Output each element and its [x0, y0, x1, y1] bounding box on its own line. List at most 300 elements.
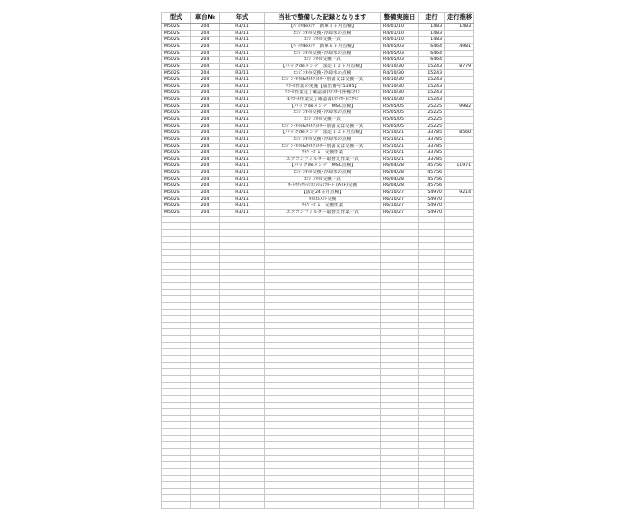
empty-cell [162, 455, 191, 462]
empty-cell [381, 495, 419, 502]
empty-cell [191, 243, 220, 250]
model-cell: M502S [162, 50, 191, 57]
empty-cell [265, 282, 381, 289]
empty-cell [220, 395, 265, 402]
empty-cell [265, 482, 381, 489]
chassis-cell: 204 [191, 123, 220, 130]
empty-row [162, 256, 474, 263]
empty-cell [419, 382, 445, 389]
date-cell: R5/10/21 [381, 156, 419, 163]
empty-cell [162, 296, 191, 303]
empty-cell [419, 322, 445, 329]
empty-cell [191, 309, 220, 316]
work-cell: 【ﾊﾟｯｸdeﾒﾝﾃ 新車６ヶ月点検】 [265, 43, 381, 50]
empty-row [162, 375, 474, 382]
empty-cell [220, 449, 265, 456]
date-cell: R4/05/03 [381, 43, 419, 50]
empty-cell [265, 389, 381, 396]
empty-cell [191, 256, 220, 263]
empty-cell [445, 236, 474, 243]
empty-cell [419, 316, 445, 323]
work-cell: ﾜｲﾊﾟｰｺﾞﾑ 交換作業 [265, 203, 381, 210]
empty-cell [381, 309, 419, 316]
model-cell: M502S [162, 209, 191, 216]
date-cell: R5/10/21 [381, 130, 419, 137]
date-cell: R4/01/10 [381, 37, 419, 44]
empty-cell [162, 329, 191, 336]
year-cell: R3/11 [220, 57, 265, 64]
chassis-cell: 204 [191, 43, 220, 50]
empty-cell [191, 236, 220, 243]
table-row [162, 110, 474, 117]
empty-cell [445, 249, 474, 256]
empty-cell [381, 415, 419, 422]
empty-cell [220, 316, 265, 323]
empty-cell [381, 249, 419, 256]
header-chassis-number: 車台№ [191, 13, 220, 24]
empty-cell [445, 375, 474, 382]
empty-row [162, 329, 474, 336]
work-cell: 【パックdeメンテ 法定１２ヶ月点検】 [265, 130, 381, 137]
empty-cell [220, 362, 265, 369]
empty-cell [419, 462, 445, 469]
table-row [162, 50, 474, 57]
empty-cell [445, 342, 474, 349]
empty-cell [445, 502, 474, 509]
empty-cell [191, 375, 220, 382]
empty-cell [419, 223, 445, 230]
empty-row [162, 415, 474, 422]
empty-cell [445, 429, 474, 436]
empty-row [162, 442, 474, 449]
empty-cell [191, 402, 220, 409]
model-cell: M502S [162, 70, 191, 77]
date-cell: R5/05/05 [381, 116, 419, 123]
table-row [162, 116, 474, 123]
mileage-change-cell [445, 183, 474, 190]
empty-cell [191, 282, 220, 289]
empty-cell [162, 502, 191, 509]
empty-cell [445, 216, 474, 223]
empty-cell [162, 269, 191, 276]
empty-cell [445, 316, 474, 323]
empty-cell [419, 263, 445, 270]
empty-cell [220, 488, 265, 495]
empty-cell [381, 356, 419, 363]
empty-cell [381, 336, 419, 343]
empty-cell [191, 302, 220, 309]
year-cell: R3/11 [220, 97, 265, 104]
model-cell: M502S [162, 103, 191, 110]
empty-cell [220, 256, 265, 263]
empty-cell [381, 329, 419, 336]
empty-row [162, 462, 474, 469]
empty-cell [220, 502, 265, 509]
empty-cell [265, 229, 381, 236]
date-cell: R4/10/30 [381, 83, 419, 90]
empty-cell [191, 495, 220, 502]
work-cell: ｴﾝｼﾞﾝｵｲﾙ交換一式 [265, 37, 381, 44]
empty-cell [220, 329, 265, 336]
empty-cell [162, 276, 191, 283]
table-row [162, 57, 474, 64]
empty-cell [191, 223, 220, 230]
empty-cell [220, 236, 265, 243]
empty-cell [445, 395, 474, 402]
table-row [162, 190, 474, 197]
empty-cell [191, 216, 220, 223]
date-cell: R4/05/03 [381, 50, 419, 57]
chassis-cell: 204 [191, 97, 220, 104]
empty-cell [220, 402, 265, 409]
empty-cell [381, 395, 419, 402]
maintenance-record-sheet [161, 12, 474, 509]
empty-cell [419, 243, 445, 250]
work-cell: ﾘｺｰﾙ作業完了確認書(ｽﾃｯｶｰ)各種ﾆﾁｲﾝ [265, 90, 381, 97]
header-mileage-change: 走行推移 [445, 13, 474, 24]
empty-cell [381, 276, 419, 283]
model-cell: M502S [162, 77, 191, 84]
empty-cell [162, 382, 191, 389]
empty-cell [191, 455, 220, 462]
mileage-cell: 25225 [419, 116, 445, 123]
empty-cell [419, 236, 445, 243]
mileage-change-cell: 8560 [445, 130, 474, 137]
chassis-cell: 204 [191, 83, 220, 90]
empty-cell [162, 369, 191, 376]
empty-cell [381, 475, 419, 482]
empty-cell [419, 289, 445, 296]
mileage-cell: 25225 [419, 123, 445, 130]
empty-cell [445, 369, 474, 376]
empty-cell [445, 302, 474, 309]
empty-cell [381, 302, 419, 309]
empty-cell [381, 389, 419, 396]
empty-cell [162, 229, 191, 236]
empty-cell [162, 389, 191, 396]
table-row [162, 130, 474, 137]
work-cell: ｴﾝｼﾞﾝｵｲﾙ交換･冷却水の点検 [265, 110, 381, 117]
empty-cell [419, 389, 445, 396]
chassis-cell: 204 [191, 170, 220, 177]
empty-cell [265, 216, 381, 223]
model-cell: M502S [162, 90, 191, 97]
empty-cell [220, 462, 265, 469]
empty-cell [220, 442, 265, 449]
empty-cell [191, 415, 220, 422]
date-cell: R4/01/10 [381, 30, 419, 37]
chassis-cell: 204 [191, 150, 220, 157]
table-row [162, 90, 474, 97]
mileage-cell: 33785 [419, 130, 445, 137]
empty-cell [162, 488, 191, 495]
chassis-cell: 204 [191, 136, 220, 143]
empty-cell [419, 336, 445, 343]
empty-cell [162, 282, 191, 289]
empty-cell [162, 429, 191, 436]
mileage-change-cell [445, 77, 474, 84]
mileage-change-cell: 1483 [445, 24, 474, 31]
empty-cell [162, 375, 191, 382]
empty-cell [419, 369, 445, 376]
empty-cell [191, 369, 220, 376]
empty-cell [191, 229, 220, 236]
empty-cell [445, 482, 474, 489]
empty-cell [220, 309, 265, 316]
empty-cell [191, 329, 220, 336]
date-cell: R4/10/30 [381, 63, 419, 70]
empty-cell [445, 243, 474, 250]
empty-cell [191, 409, 220, 416]
empty-cell [381, 256, 419, 263]
empty-cell [265, 269, 381, 276]
date-cell: R5/10/21 [381, 150, 419, 157]
empty-cell [419, 256, 445, 263]
empty-cell [381, 342, 419, 349]
header-model: 型式 [162, 13, 191, 24]
empty-cell [419, 356, 445, 363]
chassis-cell: 204 [191, 176, 220, 183]
empty-cell [381, 375, 419, 382]
empty-cell [445, 309, 474, 316]
empty-row [162, 488, 474, 495]
date-cell: R5/10/21 [381, 136, 419, 143]
table-row [162, 163, 474, 170]
mileage-cell: 54970 [419, 209, 445, 216]
empty-cell [265, 422, 381, 429]
empty-cell [191, 316, 220, 323]
empty-cell [419, 269, 445, 276]
empty-cell [162, 342, 191, 349]
model-cell: M502S [162, 30, 191, 37]
empty-cell [191, 249, 220, 256]
empty-cell [419, 296, 445, 303]
work-cell: ｴﾝｼﾞﾝｵｲﾙ交換･冷却水の点検 [265, 70, 381, 77]
empty-cell [381, 349, 419, 356]
empty-row [162, 495, 474, 502]
empty-row [162, 316, 474, 323]
table-row [162, 156, 474, 163]
empty-cell [191, 322, 220, 329]
empty-cell [445, 415, 474, 422]
work-cell: 【パックdeメンテ MSC点検】 [265, 163, 381, 170]
empty-row [162, 302, 474, 309]
year-cell: R3/11 [220, 176, 265, 183]
empty-cell [381, 236, 419, 243]
mileage-change-cell [445, 70, 474, 77]
empty-cell [265, 395, 381, 402]
empty-cell [162, 322, 191, 329]
empty-cell [162, 309, 191, 316]
empty-cell [220, 263, 265, 270]
empty-cell [220, 382, 265, 389]
work-cell: ﾘｺｰﾙ作業の実施【届出番号:5195】 [265, 83, 381, 90]
empty-row [162, 223, 474, 230]
date-cell: R5/05/05 [381, 103, 419, 110]
mileage-change-cell [445, 156, 474, 163]
table-row [162, 63, 474, 70]
empty-cell [445, 455, 474, 462]
mileage-cell: 15243 [419, 77, 445, 84]
empty-cell [220, 375, 265, 382]
empty-cell [191, 449, 220, 456]
empty-cell [220, 296, 265, 303]
work-cell: ｴﾝｼﾞﾝｵｲﾙ交換一式 [265, 176, 381, 183]
empty-cell [265, 322, 381, 329]
table-row [162, 43, 474, 50]
empty-row [162, 289, 474, 296]
model-cell: M502S [162, 63, 191, 70]
year-cell: R3/11 [220, 170, 265, 177]
empty-cell [265, 342, 381, 349]
empty-cell [419, 468, 445, 475]
empty-row [162, 249, 474, 256]
empty-row [162, 336, 474, 343]
work-cell: ｴﾝｼﾞﾝ･ｵｲﾙ&ｵｲﾙﾌｨﾙﾀｰ･別書又は交換一式 [265, 143, 381, 150]
mileage-change-cell [445, 150, 474, 157]
empty-cell [191, 468, 220, 475]
empty-cell [445, 276, 474, 283]
mileage-cell: 33785 [419, 156, 445, 163]
empty-cell [265, 462, 381, 469]
model-cell: M502S [162, 156, 191, 163]
empty-cell [265, 362, 381, 369]
year-cell: R3/11 [220, 116, 265, 123]
year-cell: R3/11 [220, 203, 265, 210]
date-cell: R5/10/21 [381, 143, 419, 150]
empty-cell [381, 422, 419, 429]
empty-cell [445, 289, 474, 296]
table-row [162, 24, 474, 31]
empty-cell [220, 415, 265, 422]
work-cell: ｴﾝｼﾞﾝ･ｵｲﾙ&ｵｲﾙﾌｨﾙﾀｰ･別書又は交換一式 [265, 123, 381, 130]
model-cell: M502S [162, 24, 191, 31]
empty-row [162, 382, 474, 389]
empty-cell [419, 309, 445, 316]
year-cell: R3/11 [220, 103, 265, 110]
table-row [162, 123, 474, 130]
empty-cell [419, 449, 445, 456]
mileage-cell: 33785 [419, 136, 445, 143]
work-cell: ｴﾝｼﾞﾝｵｲﾙ交換･冷却水の点検 [265, 50, 381, 57]
empty-cell [191, 442, 220, 449]
empty-cell [381, 468, 419, 475]
table-row [162, 143, 474, 150]
date-cell: R6/04/28 [381, 163, 419, 170]
work-cell: ｴﾝｼﾞﾝｵｲﾙ交換･冷却水の点検 [265, 30, 381, 37]
work-cell: ｴﾝｼﾞﾝｵｲﾙ交換･冷却水の点検 [265, 136, 381, 143]
year-cell: R3/11 [220, 196, 265, 203]
year-cell: R3/11 [220, 163, 265, 170]
empty-row [162, 395, 474, 402]
empty-cell [220, 455, 265, 462]
empty-cell [381, 462, 419, 469]
empty-row [162, 502, 474, 509]
table-row [162, 30, 474, 37]
empty-cell [419, 422, 445, 429]
empty-row [162, 229, 474, 236]
empty-cell [419, 282, 445, 289]
model-cell: M502S [162, 57, 191, 64]
empty-cell [265, 316, 381, 323]
empty-cell [220, 269, 265, 276]
table-row [162, 170, 474, 177]
empty-row [162, 482, 474, 489]
empty-cell [220, 482, 265, 489]
empty-cell [220, 435, 265, 442]
mileage-change-cell [445, 170, 474, 177]
table-row [162, 77, 474, 84]
chassis-cell: 204 [191, 57, 220, 64]
mileage-change-cell [445, 50, 474, 57]
mileage-change-cell [445, 116, 474, 123]
empty-cell [381, 449, 419, 456]
empty-row [162, 356, 474, 363]
empty-cell [220, 342, 265, 349]
empty-cell [220, 422, 265, 429]
empty-cell [265, 243, 381, 250]
empty-cell [265, 289, 381, 296]
empty-row [162, 322, 474, 329]
empty-cell [162, 415, 191, 422]
empty-cell [381, 455, 419, 462]
empty-cell [162, 302, 191, 309]
empty-cell [381, 243, 419, 250]
empty-cell [220, 229, 265, 236]
mileage-cell: 1483 [419, 24, 445, 31]
empty-cell [162, 289, 191, 296]
empty-cell [445, 263, 474, 270]
empty-cell [162, 395, 191, 402]
empty-cell [381, 442, 419, 449]
date-cell: R4/10/30 [381, 77, 419, 84]
empty-cell [445, 449, 474, 456]
model-cell: M502S [162, 83, 191, 90]
empty-cell [419, 455, 445, 462]
empty-cell [381, 223, 419, 230]
empty-cell [265, 369, 381, 376]
empty-row [162, 309, 474, 316]
empty-cell [265, 495, 381, 502]
date-cell: R4/10/30 [381, 97, 419, 104]
empty-cell [220, 475, 265, 482]
work-cell: ①ﾘｺｰﾙ作業完了確認書(ｽﾃｯｶｰ)にｻｲﾝ [265, 97, 381, 104]
empty-cell [220, 429, 265, 436]
model-cell: M502S [162, 116, 191, 123]
empty-cell [265, 382, 381, 389]
table-row [162, 97, 474, 104]
empty-cell [220, 216, 265, 223]
empty-cell [265, 375, 381, 382]
work-cell: 【パックdeメンテ MSC点検】 [265, 103, 381, 110]
empty-cell [381, 282, 419, 289]
empty-cell [191, 356, 220, 363]
empty-cell [162, 216, 191, 223]
empty-cell [445, 256, 474, 263]
empty-cell [265, 409, 381, 416]
empty-cell [445, 322, 474, 329]
empty-cell [220, 409, 265, 416]
empty-cell [445, 282, 474, 289]
empty-cell [162, 316, 191, 323]
empty-cell [191, 362, 220, 369]
chassis-cell: 204 [191, 209, 220, 216]
work-cell: ｴﾝｼﾞﾝｵｲﾙ交換一式 [265, 116, 381, 123]
empty-cell [419, 495, 445, 502]
empty-cell [419, 442, 445, 449]
date-cell: R4/10/30 [381, 70, 419, 77]
empty-cell [419, 502, 445, 509]
